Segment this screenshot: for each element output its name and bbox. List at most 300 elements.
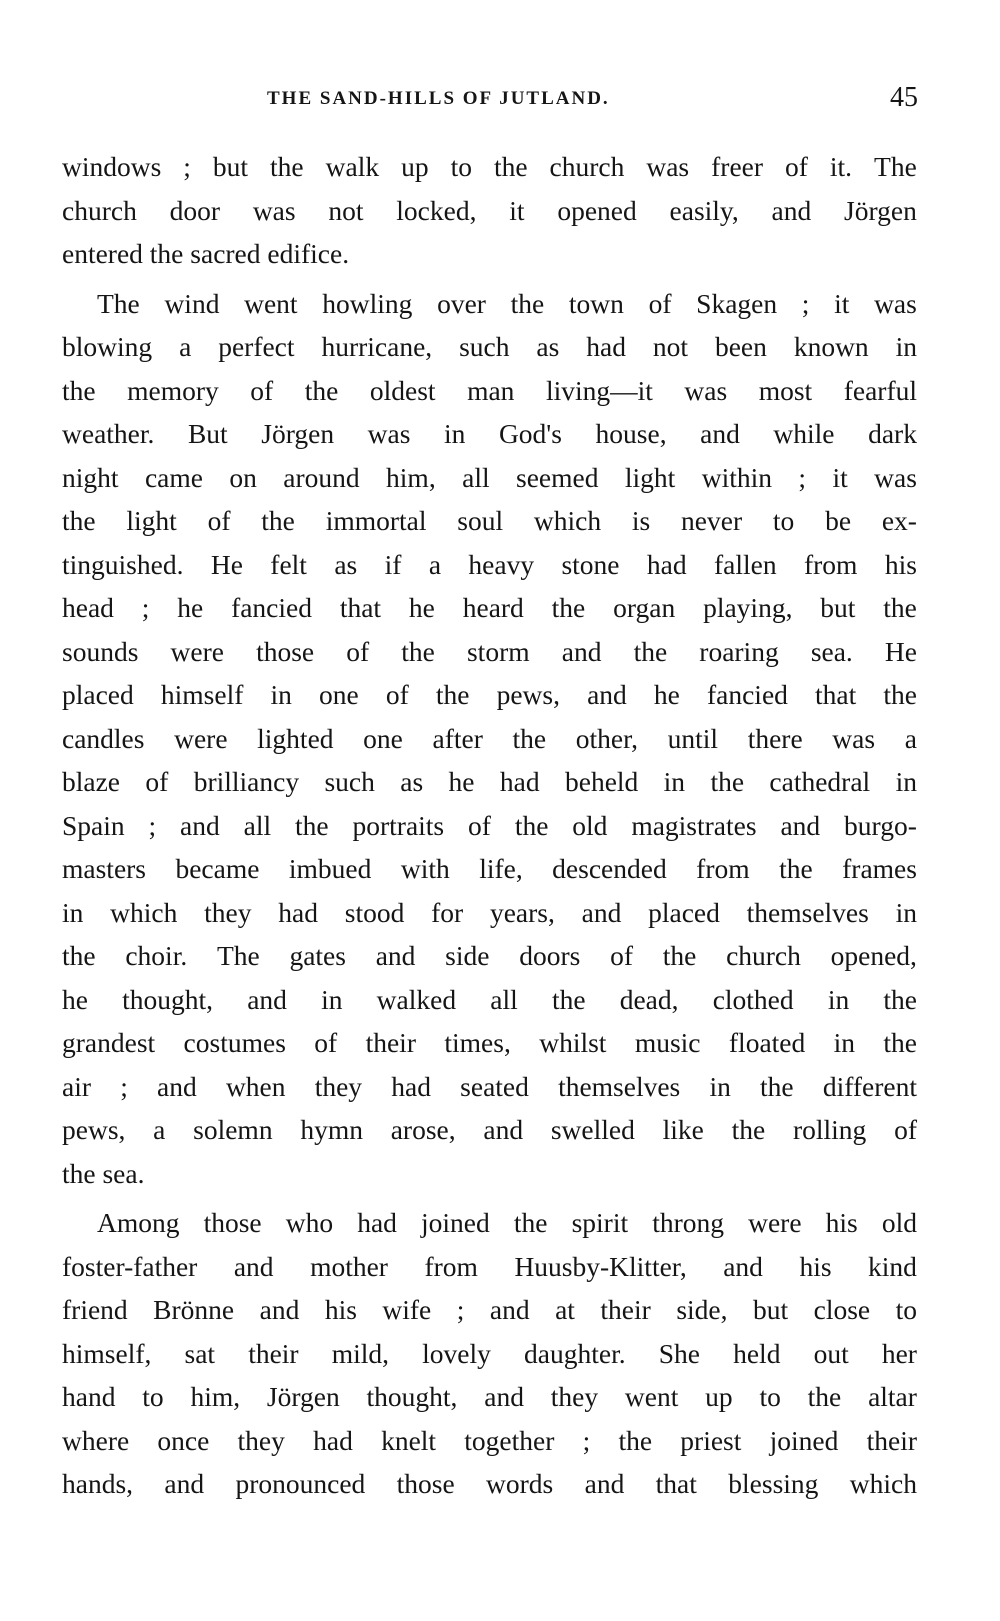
word: old bbox=[881, 1207, 917, 1238]
word: had bbox=[646, 548, 687, 580]
word: over bbox=[437, 287, 486, 319]
word: never bbox=[681, 505, 743, 536]
word: be bbox=[825, 505, 852, 536]
text-line bbox=[62, 673, 917, 717]
word: their bbox=[248, 1337, 299, 1369]
word: old bbox=[572, 809, 608, 841]
text-line bbox=[62, 1152, 917, 1196]
word: God's bbox=[498, 418, 562, 449]
word: Spain bbox=[62, 809, 125, 841]
word: held bbox=[733, 1337, 781, 1369]
word: is bbox=[631, 505, 651, 536]
word: those bbox=[396, 1468, 455, 1499]
word: had bbox=[586, 331, 626, 362]
text-line bbox=[62, 1021, 917, 1065]
word: of bbox=[314, 1027, 338, 1058]
word: the bbox=[710, 766, 745, 797]
word: and bbox=[561, 635, 602, 667]
word: once bbox=[157, 1424, 210, 1456]
word: had bbox=[278, 896, 318, 928]
word: which bbox=[533, 505, 602, 536]
word: She bbox=[658, 1337, 700, 1369]
word: of bbox=[145, 766, 169, 797]
word: came bbox=[144, 461, 203, 493]
word: and bbox=[375, 940, 416, 971]
word: himself, bbox=[62, 1337, 152, 1369]
word: that bbox=[339, 592, 382, 623]
word: the bbox=[551, 592, 586, 623]
text-line bbox=[62, 145, 917, 189]
text-line bbox=[62, 543, 917, 587]
word: when bbox=[225, 1070, 286, 1102]
text-line bbox=[62, 1288, 917, 1332]
word: was bbox=[832, 722, 876, 754]
word: wife bbox=[382, 1294, 432, 1325]
word: the bbox=[883, 679, 917, 710]
word: but bbox=[820, 592, 856, 623]
text-line bbox=[62, 760, 917, 804]
word: storm bbox=[466, 635, 530, 667]
text-line bbox=[62, 325, 917, 369]
word: thought, bbox=[122, 983, 214, 1015]
word: ; bbox=[148, 809, 157, 841]
word: in bbox=[895, 331, 917, 362]
word: the bbox=[618, 1424, 653, 1456]
word: Jörgen bbox=[844, 194, 917, 226]
word: But bbox=[187, 418, 228, 449]
word: beheld bbox=[564, 766, 639, 797]
word: from bbox=[424, 1250, 478, 1282]
word: masters bbox=[62, 853, 147, 884]
word: placed bbox=[648, 896, 720, 928]
word: sacred bbox=[190, 238, 261, 269]
word: but bbox=[752, 1294, 789, 1325]
word: after bbox=[432, 722, 483, 754]
word: their bbox=[866, 1424, 917, 1456]
word: was bbox=[367, 418, 411, 449]
word: if bbox=[384, 548, 402, 580]
word: in bbox=[270, 679, 292, 710]
word: to bbox=[895, 1294, 917, 1325]
text-line bbox=[62, 412, 917, 456]
word: from bbox=[803, 548, 858, 580]
word: dead, bbox=[619, 983, 679, 1015]
word: in bbox=[833, 1027, 856, 1058]
word: blowing bbox=[62, 331, 153, 362]
word: the bbox=[62, 374, 96, 406]
word: in bbox=[62, 896, 84, 928]
paragraph bbox=[62, 282, 917, 1196]
word: the bbox=[435, 679, 470, 710]
word: the bbox=[779, 853, 813, 884]
word: as bbox=[536, 331, 560, 362]
word: to bbox=[759, 1381, 781, 1412]
word: years, bbox=[489, 896, 555, 928]
word: ; bbox=[456, 1294, 465, 1325]
word: heard bbox=[462, 592, 524, 623]
word: ; bbox=[120, 1070, 128, 1102]
word: the bbox=[807, 1381, 842, 1412]
text-line bbox=[62, 717, 917, 761]
word: playing, bbox=[703, 592, 793, 623]
word: cathedral bbox=[769, 766, 871, 797]
word: grandest bbox=[62, 1027, 156, 1058]
word: immortal bbox=[325, 505, 427, 536]
word: church bbox=[726, 940, 801, 971]
word: frames bbox=[842, 853, 917, 884]
word: felt bbox=[270, 548, 307, 580]
word: door bbox=[169, 194, 221, 226]
page-header bbox=[62, 82, 918, 122]
word: choir. bbox=[125, 940, 188, 971]
word: all bbox=[490, 983, 518, 1015]
word: stone bbox=[561, 548, 620, 580]
word: and bbox=[723, 1250, 763, 1282]
word: weather. bbox=[62, 418, 155, 449]
word: hands, bbox=[62, 1468, 134, 1499]
word: Jörgen bbox=[266, 1381, 340, 1412]
word: such bbox=[324, 766, 375, 797]
word: candles bbox=[62, 722, 145, 754]
word: the bbox=[295, 809, 329, 841]
word: swelled bbox=[550, 1114, 635, 1145]
word: they bbox=[204, 896, 252, 928]
body-text bbox=[62, 145, 917, 1506]
word: to bbox=[772, 505, 795, 536]
text-line bbox=[62, 804, 917, 848]
word: he bbox=[62, 983, 88, 1015]
word: the bbox=[304, 374, 339, 406]
word: it bbox=[834, 287, 850, 319]
word: and bbox=[771, 194, 812, 226]
word: ; bbox=[582, 1424, 591, 1456]
word: they bbox=[237, 1424, 285, 1456]
word: windows bbox=[62, 151, 162, 182]
word: the bbox=[261, 505, 295, 536]
word: like bbox=[662, 1114, 704, 1145]
word: solemn bbox=[193, 1114, 273, 1145]
word: ; bbox=[801, 287, 810, 319]
word: altar bbox=[868, 1381, 917, 1412]
word: oldest bbox=[369, 374, 436, 406]
word: different bbox=[822, 1070, 917, 1102]
word: the bbox=[62, 505, 96, 536]
word: descended bbox=[552, 853, 667, 884]
text-line bbox=[62, 1201, 917, 1245]
word: most bbox=[758, 374, 813, 406]
word: in bbox=[443, 418, 466, 449]
word: a bbox=[904, 722, 917, 754]
word: lighted bbox=[257, 722, 334, 754]
word: church bbox=[62, 194, 137, 226]
word: and bbox=[587, 679, 627, 710]
word: of bbox=[468, 809, 491, 841]
text-line bbox=[62, 1065, 917, 1109]
word: all bbox=[243, 809, 272, 841]
word: and bbox=[483, 1114, 524, 1145]
word: and bbox=[780, 809, 821, 841]
word: himself bbox=[160, 679, 244, 710]
word: fancied bbox=[706, 679, 788, 710]
word: seated bbox=[460, 1070, 529, 1102]
word: were bbox=[748, 1207, 802, 1238]
word: for bbox=[431, 896, 464, 928]
word: of bbox=[207, 505, 231, 536]
word: Jörgen bbox=[261, 418, 335, 449]
word: soul bbox=[457, 505, 504, 536]
text-line bbox=[62, 847, 917, 891]
word: pews, bbox=[62, 1114, 126, 1145]
word: sat bbox=[184, 1337, 216, 1369]
word: pronounced bbox=[235, 1468, 366, 1499]
word: was bbox=[646, 151, 690, 182]
word: ; bbox=[798, 461, 807, 493]
text-line bbox=[62, 189, 917, 233]
paragraph bbox=[62, 1201, 917, 1506]
word: of bbox=[250, 374, 274, 406]
word: the bbox=[401, 635, 435, 667]
text-line bbox=[62, 369, 917, 413]
word: in bbox=[709, 1070, 731, 1102]
word: placed bbox=[62, 679, 134, 710]
word: one bbox=[318, 679, 359, 710]
word: he bbox=[177, 592, 204, 623]
word: arose, bbox=[390, 1114, 456, 1145]
word: him, bbox=[190, 1381, 241, 1412]
word: burgo- bbox=[844, 809, 917, 841]
word: edifice. bbox=[267, 238, 350, 269]
text-line bbox=[62, 456, 917, 500]
word: the bbox=[493, 151, 528, 182]
word: seemed bbox=[516, 461, 599, 493]
word: their bbox=[365, 1027, 416, 1058]
word: howling bbox=[322, 287, 413, 319]
word: and bbox=[700, 418, 740, 449]
text-line bbox=[62, 978, 917, 1022]
word: entered bbox=[62, 238, 143, 269]
text-line bbox=[62, 1375, 917, 1419]
word: who bbox=[285, 1207, 334, 1238]
word: up bbox=[705, 1381, 733, 1412]
word: from bbox=[696, 853, 750, 884]
word: mother bbox=[310, 1250, 388, 1282]
word: of bbox=[346, 635, 370, 667]
word: he bbox=[408, 592, 435, 623]
word: the bbox=[270, 151, 304, 182]
word: on bbox=[229, 461, 257, 493]
word: those bbox=[256, 635, 315, 667]
word: in bbox=[663, 766, 686, 797]
word: was bbox=[874, 287, 917, 319]
word: The bbox=[216, 940, 260, 971]
word: hymn bbox=[300, 1114, 363, 1145]
word: in bbox=[321, 983, 343, 1015]
word: and bbox=[180, 809, 220, 841]
word: sea. bbox=[102, 1157, 145, 1189]
word: was bbox=[874, 461, 917, 493]
word: walked bbox=[376, 983, 457, 1015]
word: and bbox=[164, 1468, 205, 1499]
word: in bbox=[827, 983, 850, 1015]
word: up bbox=[401, 151, 429, 182]
word: friend bbox=[62, 1294, 128, 1325]
word: rolling bbox=[792, 1114, 867, 1145]
word: the bbox=[510, 287, 545, 319]
word: portraits bbox=[352, 809, 445, 841]
text-line bbox=[62, 1108, 917, 1152]
word: the bbox=[662, 940, 697, 971]
word: the bbox=[514, 809, 549, 841]
text-line bbox=[62, 586, 917, 630]
word: while bbox=[773, 418, 835, 449]
word: and bbox=[581, 896, 622, 928]
word: fallen bbox=[713, 548, 777, 580]
word: until bbox=[667, 722, 719, 754]
word: close bbox=[813, 1294, 871, 1325]
word: it bbox=[509, 194, 525, 226]
word: and bbox=[247, 983, 287, 1015]
word: his bbox=[799, 1250, 832, 1282]
word: opened bbox=[557, 194, 637, 226]
word: town bbox=[568, 287, 624, 319]
word: and bbox=[157, 1070, 197, 1102]
word: perfect bbox=[218, 331, 295, 362]
word: as bbox=[334, 548, 358, 580]
word: the bbox=[883, 1027, 917, 1058]
word: night bbox=[62, 461, 119, 493]
text-line bbox=[62, 232, 917, 276]
word: and bbox=[484, 1381, 524, 1412]
word: themselves bbox=[558, 1070, 681, 1102]
word: a bbox=[428, 548, 442, 580]
word: a bbox=[179, 331, 192, 362]
word: but bbox=[212, 151, 249, 182]
word: of bbox=[648, 287, 672, 319]
word: which bbox=[849, 1468, 917, 1499]
word: sea. bbox=[810, 635, 853, 667]
text-line bbox=[62, 1332, 917, 1376]
text-line bbox=[62, 282, 917, 326]
word: was bbox=[252, 194, 296, 226]
word: organ bbox=[613, 592, 676, 623]
word: gates bbox=[289, 940, 346, 971]
word: house, bbox=[595, 418, 667, 449]
word: of bbox=[610, 940, 633, 971]
word: and bbox=[584, 1468, 625, 1499]
text-line bbox=[62, 1419, 917, 1463]
word: heavy bbox=[468, 548, 535, 580]
word: light bbox=[624, 461, 676, 493]
word: words bbox=[486, 1468, 554, 1499]
word: not bbox=[328, 194, 364, 226]
word: joined bbox=[769, 1424, 839, 1456]
text-line bbox=[62, 891, 917, 935]
word: light bbox=[126, 505, 177, 536]
word: air bbox=[62, 1070, 92, 1102]
word: those bbox=[203, 1207, 262, 1238]
word: clothed bbox=[712, 983, 794, 1015]
word: ex- bbox=[881, 505, 917, 536]
word: life, bbox=[479, 853, 523, 884]
word: magistrates bbox=[631, 809, 757, 841]
word: memory bbox=[127, 374, 219, 406]
word: wind bbox=[164, 287, 220, 319]
word: the bbox=[149, 238, 184, 269]
word: went bbox=[624, 1381, 679, 1412]
word: opened, bbox=[830, 940, 917, 971]
word: which bbox=[110, 896, 178, 928]
word: pews, bbox=[496, 679, 560, 710]
word: the bbox=[883, 592, 917, 623]
word: other, bbox=[575, 722, 639, 754]
word: kind bbox=[868, 1250, 917, 1282]
word: spirit bbox=[571, 1207, 629, 1238]
word: around bbox=[283, 461, 360, 493]
word: music bbox=[634, 1027, 701, 1058]
word: lovely bbox=[422, 1337, 491, 1369]
word: was bbox=[684, 374, 728, 406]
word: their bbox=[600, 1294, 651, 1325]
word: the bbox=[512, 722, 547, 754]
word: locked, bbox=[396, 194, 477, 226]
word: as bbox=[400, 766, 424, 797]
word: side, bbox=[676, 1294, 728, 1325]
word: sounds bbox=[62, 635, 139, 667]
word: one bbox=[363, 722, 403, 754]
word: ; bbox=[141, 592, 150, 623]
word: man bbox=[467, 374, 515, 406]
word: the bbox=[551, 983, 586, 1015]
word: at bbox=[555, 1294, 575, 1325]
word: of bbox=[385, 679, 409, 710]
word: all bbox=[462, 461, 490, 493]
word: went bbox=[244, 287, 298, 319]
word: The bbox=[97, 287, 140, 319]
page-number: 45 bbox=[890, 82, 918, 113]
word: thought, bbox=[366, 1381, 458, 1412]
paragraph bbox=[62, 145, 917, 276]
word: her bbox=[881, 1337, 917, 1369]
word: had bbox=[357, 1207, 397, 1238]
text-line bbox=[62, 630, 917, 674]
word: they bbox=[550, 1381, 599, 1412]
word: that bbox=[815, 679, 857, 710]
word: in bbox=[895, 766, 917, 797]
word: roaring bbox=[699, 635, 779, 667]
word: that bbox=[655, 1468, 697, 1499]
text-line bbox=[62, 499, 917, 543]
word: where bbox=[62, 1424, 130, 1456]
word: and bbox=[259, 1294, 300, 1325]
word: hand bbox=[62, 1381, 116, 1412]
word: known bbox=[793, 331, 869, 362]
word: became bbox=[175, 853, 260, 884]
word: foster-father bbox=[62, 1250, 198, 1282]
word: Skagen bbox=[696, 287, 778, 319]
word: easily, bbox=[669, 194, 739, 226]
word: themselves bbox=[746, 896, 869, 928]
word: he bbox=[653, 679, 680, 710]
word: freer bbox=[711, 151, 764, 182]
word: he bbox=[448, 766, 475, 797]
word: joined bbox=[421, 1207, 490, 1238]
word: blessing bbox=[728, 1468, 819, 1499]
word: Brönne bbox=[153, 1294, 235, 1325]
word: priest bbox=[680, 1424, 742, 1456]
text-line bbox=[62, 934, 917, 978]
word: knelt bbox=[381, 1424, 437, 1456]
word: him, bbox=[386, 461, 436, 493]
